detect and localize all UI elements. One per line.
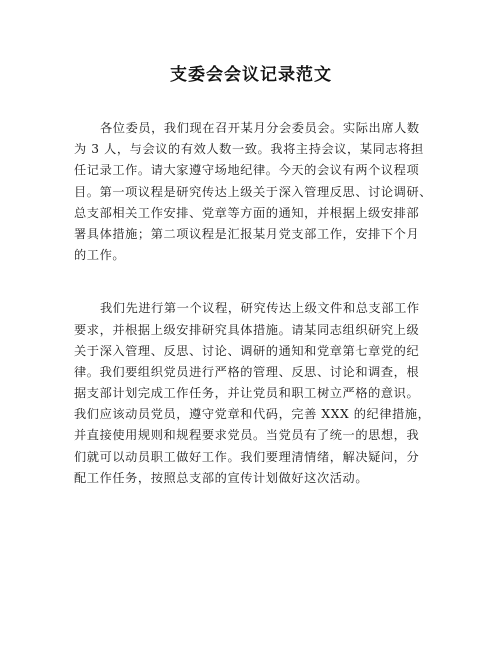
paragraph-first-agenda (74, 298, 434, 489)
text-line: 为 3 人，与会议的有效人数一致。我将主持会议，某同志将担 (74, 142, 424, 157)
text-line: 总支部相关工作安排、党章等方面的通知，并根据上级安排部 (74, 205, 420, 220)
text-line: 的工作。 (74, 248, 126, 263)
text-line: 各位委员，我们现在召开某月分会委员会。实际出席人数 (100, 121, 420, 135)
text-line: 要求，并根据上级安排研究具体措施。请某同志组织研究上级 (74, 322, 420, 337)
text-line: 署具体措施；第二项议程是汇报某月党支部工作，安排下个月 (74, 226, 420, 241)
document-body (74, 118, 434, 489)
text-line: 据支部计划完成工作任务，并让党员和职工树立严格的意识。 (74, 386, 420, 401)
text-line: 关于深入管理、反思、讨论、调研的通知和党章第七章党的纪 (74, 343, 420, 358)
paragraph-spacer (74, 266, 434, 298)
paragraph-opening (74, 118, 434, 266)
text-line: 我们先进行第一个议程，研究传达上级文件和总支部工作 (100, 301, 420, 316)
text-line: 配工作任务，按照总支部的宣传计划做好这次活动。 (74, 470, 369, 485)
text-line: 目。第一项议程是研究传达上级关于深入管理反思、讨论调研、 (74, 184, 433, 199)
document-title: 支委会会议记录范文 (170, 65, 332, 85)
text-line: 们就可以动员职工做好工作。我们要理清情绪，解决疑问，分 (74, 449, 420, 464)
text-line: 律。我们要组织党员进行严格的管理、反思、讨论和调查，根 (74, 364, 420, 379)
text-line: 并直接使用规则和规程要求党员。当党员有了统一的思想，我 (74, 428, 420, 443)
text-line: 我们应该动员党员，遵守党章和代码，完善 XXX 的纪律措施， (74, 407, 431, 422)
text-line: 任记录工作。请大家遵守场地纪律。今天的会议有两个议程项 (74, 163, 420, 178)
